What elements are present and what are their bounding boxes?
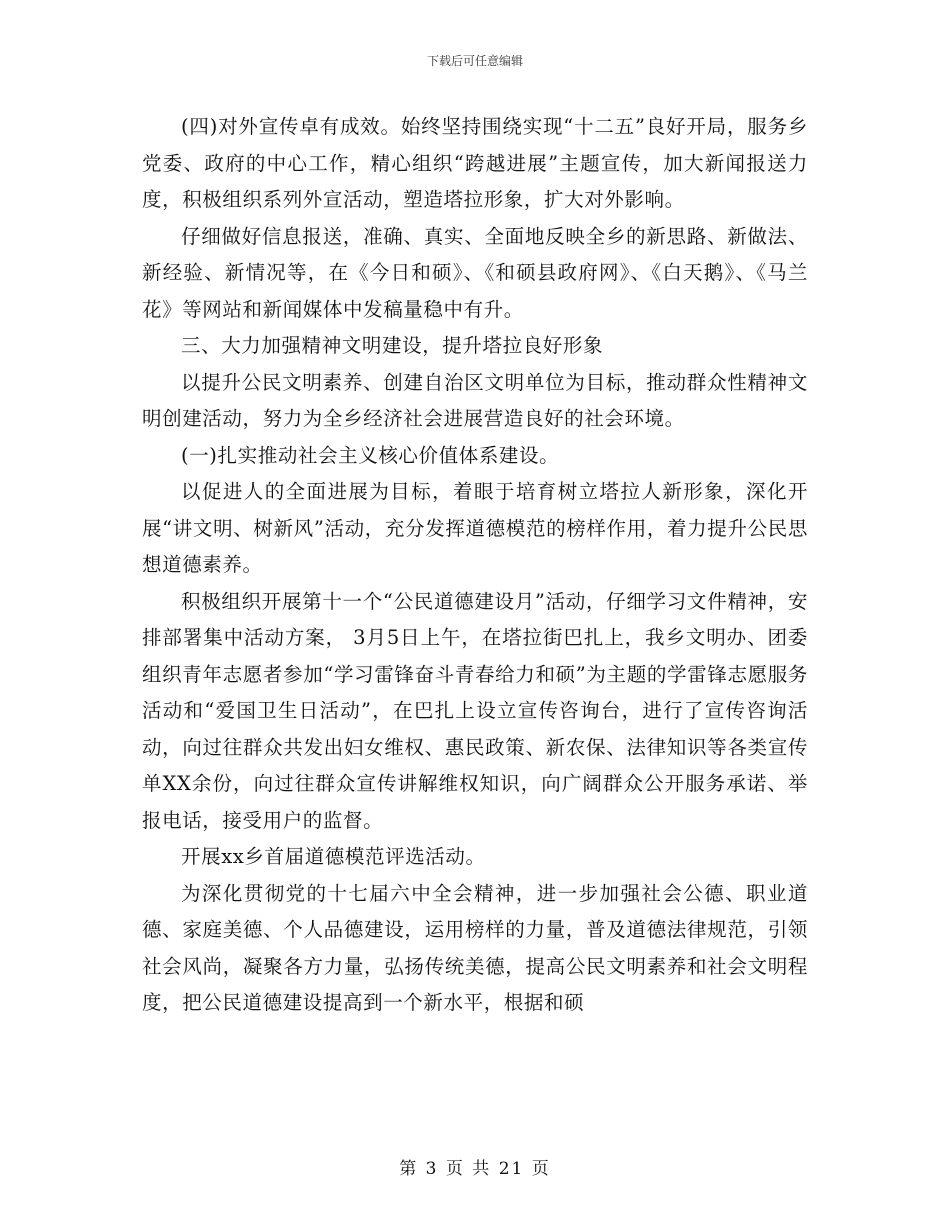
paragraph-2: 仔细做好信息报送，准确、真实、全面地反映全乡的新思路、新做法、新经验、新情况等，在《今日和硕》、《和硕县政府网》、《白天鹅》、《马兰花》等网站和新闻媒体中发稿量稳中有升。	[142, 224, 808, 321]
page-header: 下载后可任意编辑	[426, 54, 523, 68]
paragraph-7: 为深化贯彻党的十七届六中全会精神，进一步加强社会公德、职业道德、家庭美德、个人品德建设，运用榜样的力量，普及道德法律规范，引领社会风尚，凝聚各方力量，弘扬传统美德，提高公民文明素养和社会文明程度，把公民道德建设提高到一个新水平，根据和硕	[142, 881, 808, 1014]
paragraph-1: (四)对外宣传卓有成效。始终坚持围绕实现“十二五”良好开局，服务乡党委、政府的中心工作，精心组织“跨越进展”主题宣传，加大新闻报送力度，积极组织系列外宣活动，塑造塔拉形象，扩大对外影响。	[142, 115, 808, 211]
paragraph-5: 积极组织开展第十一个“公民道德建设月”活动，仔细学习文件精神，安排部署集中活动方案， 3月5日上午，在塔拉街巴扎上，我乡文明办、团委组织青年志愿者参加“学习雷锋奋斗青春给力和硕”为主题的学雷锋志愿服务活动和“爱国卫生日活动”，在巴扎上设立宣传咨询台，进行了宣传咨询活动，向过往群众共发出妇女维权、惠民政策、新农保、法律知识等各类宣传单XX余份，向过往群众宣传讲解维权知识，向广阔群众公开服务承诺、举报电话，接受用户的监督。	[142, 589, 808, 832]
subsection-heading: (一)扎实推动社会主义核心价值体系建设。	[181, 443, 560, 467]
document-body	[142, 109, 808, 1022]
page-footer: 第 3 页 共 21 页	[399, 1159, 551, 1179]
paragraph-3: 以提升公民文明素养、创建自治区文明单位为目标，推动群众性精神文明创建活动，努力为全乡经济社会进展营造良好的社会环境。	[142, 370, 808, 430]
paragraph-6: 开展xx乡首届道德模范评选活动。	[181, 845, 486, 868]
section-heading: 三、大力加强精神文明建设，提升塔拉良好形象	[181, 334, 604, 357]
paragraph-4: 以促进人的全面进展为目标，着眼于培育树立塔拉人新形象，深化开展“讲文明、树新风”活动，充分发挥道德模范的榜样作用，着力提升公民思想道德素养。	[142, 480, 808, 576]
